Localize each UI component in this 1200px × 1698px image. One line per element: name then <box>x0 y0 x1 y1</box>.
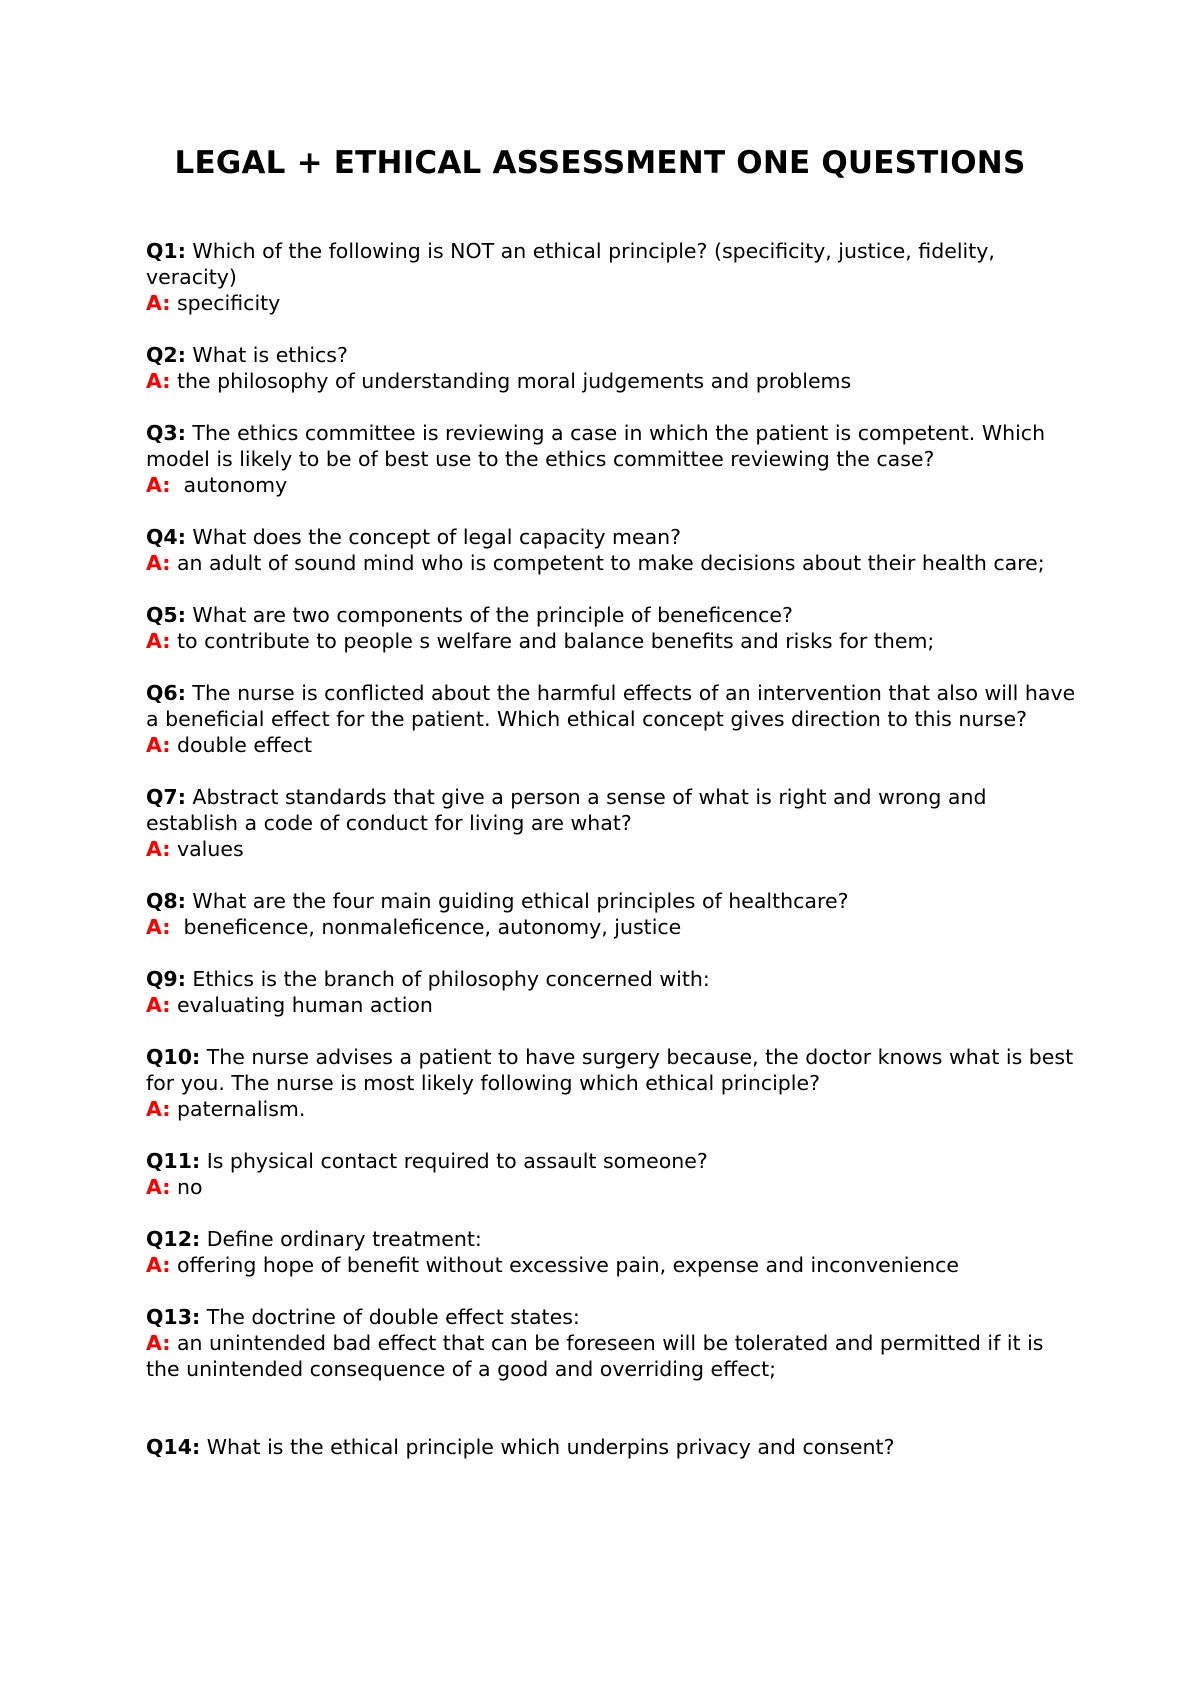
question-label: Q14: <box>146 1435 201 1459</box>
answer-text: specificity <box>176 291 281 315</box>
question-line <box>146 1226 1076 1252</box>
answer-label: A: <box>146 291 171 315</box>
page-title: LEGAL + ETHICAL ASSESSMENT ONE QUESTIONS <box>174 145 1026 181</box>
answer-text: the philosophy of understanding moral judgements and problems <box>176 369 852 393</box>
answer-text: an unintended bad effect that can be foreseen will be tolerated and permitted if it is the unintended consequence of a good and overriding effect; <box>146 1331 1044 1381</box>
question-label: Q3: <box>146 421 186 445</box>
question-label: Q5: <box>146 603 186 627</box>
answer-label: A: <box>146 629 171 653</box>
answer-line <box>146 732 1076 758</box>
answer-text: autonomy <box>176 473 288 497</box>
answer-line <box>146 550 1076 576</box>
question-text: The ethics committee is reviewing a case in which the patient is competent. Which model is likely to be of best use to the ethics committee reviewing the case? <box>146 421 1046 471</box>
question-label: Q1: <box>146 239 186 263</box>
answer-text: evaluating human action <box>176 993 433 1017</box>
qa-item-12 <box>146 1226 1076 1278</box>
question-label: Q6: <box>146 681 186 705</box>
answer-text: paternalism. <box>176 1097 306 1121</box>
answer-label: A: <box>146 993 171 1017</box>
answer-text: no <box>176 1175 203 1199</box>
answer-text: to contribute to people s welfare and balance benefits and risks for them; <box>176 629 935 653</box>
question-line <box>146 524 1076 550</box>
answer-label: A: <box>146 837 171 861</box>
qa-item-3 <box>146 420 1076 498</box>
qa-item-10 <box>146 1044 1076 1122</box>
question-text: What is the ethical principle which underpins privacy and consent? <box>206 1435 895 1459</box>
question-label: Q7: <box>146 785 186 809</box>
answer-label: A: <box>146 1175 171 1199</box>
answer-line <box>146 914 1076 940</box>
qa-item-13 <box>146 1304 1076 1382</box>
qa-item-5 <box>146 602 1076 654</box>
answer-label: A: <box>146 1253 171 1277</box>
answer-line <box>146 628 1076 654</box>
question-line <box>146 1304 1076 1330</box>
answer-line <box>146 836 1076 862</box>
answer-line <box>146 290 1076 316</box>
question-text: Abstract standards that give a person a sense of what is right and wrong and establish a code of conduct for living are what? <box>146 785 987 835</box>
qa-item-9 <box>146 966 1076 1018</box>
answer-text: values <box>176 837 244 861</box>
qa-item-6 <box>146 680 1076 758</box>
answer-line <box>146 1252 1076 1278</box>
qa-item-8 <box>146 888 1076 940</box>
question-line <box>146 238 1076 290</box>
question-label: Q13: <box>146 1305 201 1329</box>
answer-line <box>146 1330 1076 1382</box>
question-line <box>146 784 1076 836</box>
question-line <box>146 680 1076 732</box>
answer-line <box>146 472 1076 498</box>
question-text: Which of the following is NOT an ethical principle? (specificity, justice, fidelity, veracity) <box>146 239 995 289</box>
qa-item-7 <box>146 784 1076 862</box>
question-text: Define ordinary treatment: <box>206 1227 482 1251</box>
question-text: Is physical contact required to assault someone? <box>206 1149 708 1173</box>
question-label: Q10: <box>146 1045 201 1069</box>
question-label: Q11: <box>146 1149 201 1173</box>
answer-text: double effect <box>176 733 313 757</box>
question-text: What does the concept of legal capacity mean? <box>192 525 682 549</box>
answer-label: A: <box>146 733 171 757</box>
question-text: What are the four main guiding ethical principles of healthcare? <box>192 889 849 913</box>
answer-label: A: <box>146 369 171 393</box>
question-line <box>146 1044 1076 1096</box>
question-label: Q8: <box>146 889 186 913</box>
qa-item-11 <box>146 1148 1076 1200</box>
question-line <box>146 1148 1076 1174</box>
question-line <box>146 888 1076 914</box>
answer-text: beneficence, nonmaleficence, autonomy, justice <box>176 915 682 939</box>
question-line <box>146 420 1076 472</box>
question-label: Q4: <box>146 525 186 549</box>
question-text: What are two components of the principle of beneficence? <box>192 603 793 627</box>
question-label: Q2: <box>146 343 186 367</box>
qa-item-1 <box>146 238 1076 316</box>
answer-label: A: <box>146 473 171 497</box>
answer-line <box>146 1174 1076 1200</box>
question-label: Q12: <box>146 1227 201 1251</box>
answer-line <box>146 368 1076 394</box>
question-line <box>146 602 1076 628</box>
answer-label: A: <box>146 1331 171 1355</box>
answer-line <box>146 1096 1076 1122</box>
answer-line <box>146 992 1076 1018</box>
question-text: The doctrine of double effect states: <box>206 1305 580 1329</box>
answer-label: A: <box>146 551 171 575</box>
question-text: Ethics is the branch of philosophy concerned with: <box>192 967 710 991</box>
question-line <box>146 1434 1076 1460</box>
qa-item-4 <box>146 524 1076 576</box>
question-text: The nurse advises a patient to have surgery because, the doctor knows what is best for you. The nurse is most likely following which ethical principle? <box>146 1045 1074 1095</box>
qa-list <box>146 238 1076 1486</box>
answer-text: offering hope of benefit without excessive pain, expense and inconvenience <box>176 1253 959 1277</box>
answer-label: A: <box>146 1097 171 1121</box>
question-text: The nurse is conflicted about the harmful effects of an intervention that also will have a beneficial effect for the patient. Which ethical concept gives direction to this nurse? <box>146 681 1076 731</box>
question-line <box>146 342 1076 368</box>
answer-label: A: <box>146 915 171 939</box>
answer-text: an adult of sound mind who is competent to make decisions about their health care; <box>176 551 1045 575</box>
qa-item-2 <box>146 342 1076 394</box>
question-label: Q9: <box>146 967 186 991</box>
qa-item-14 <box>146 1434 1076 1460</box>
question-line <box>146 966 1076 992</box>
question-text: What is ethics? <box>192 343 348 367</box>
